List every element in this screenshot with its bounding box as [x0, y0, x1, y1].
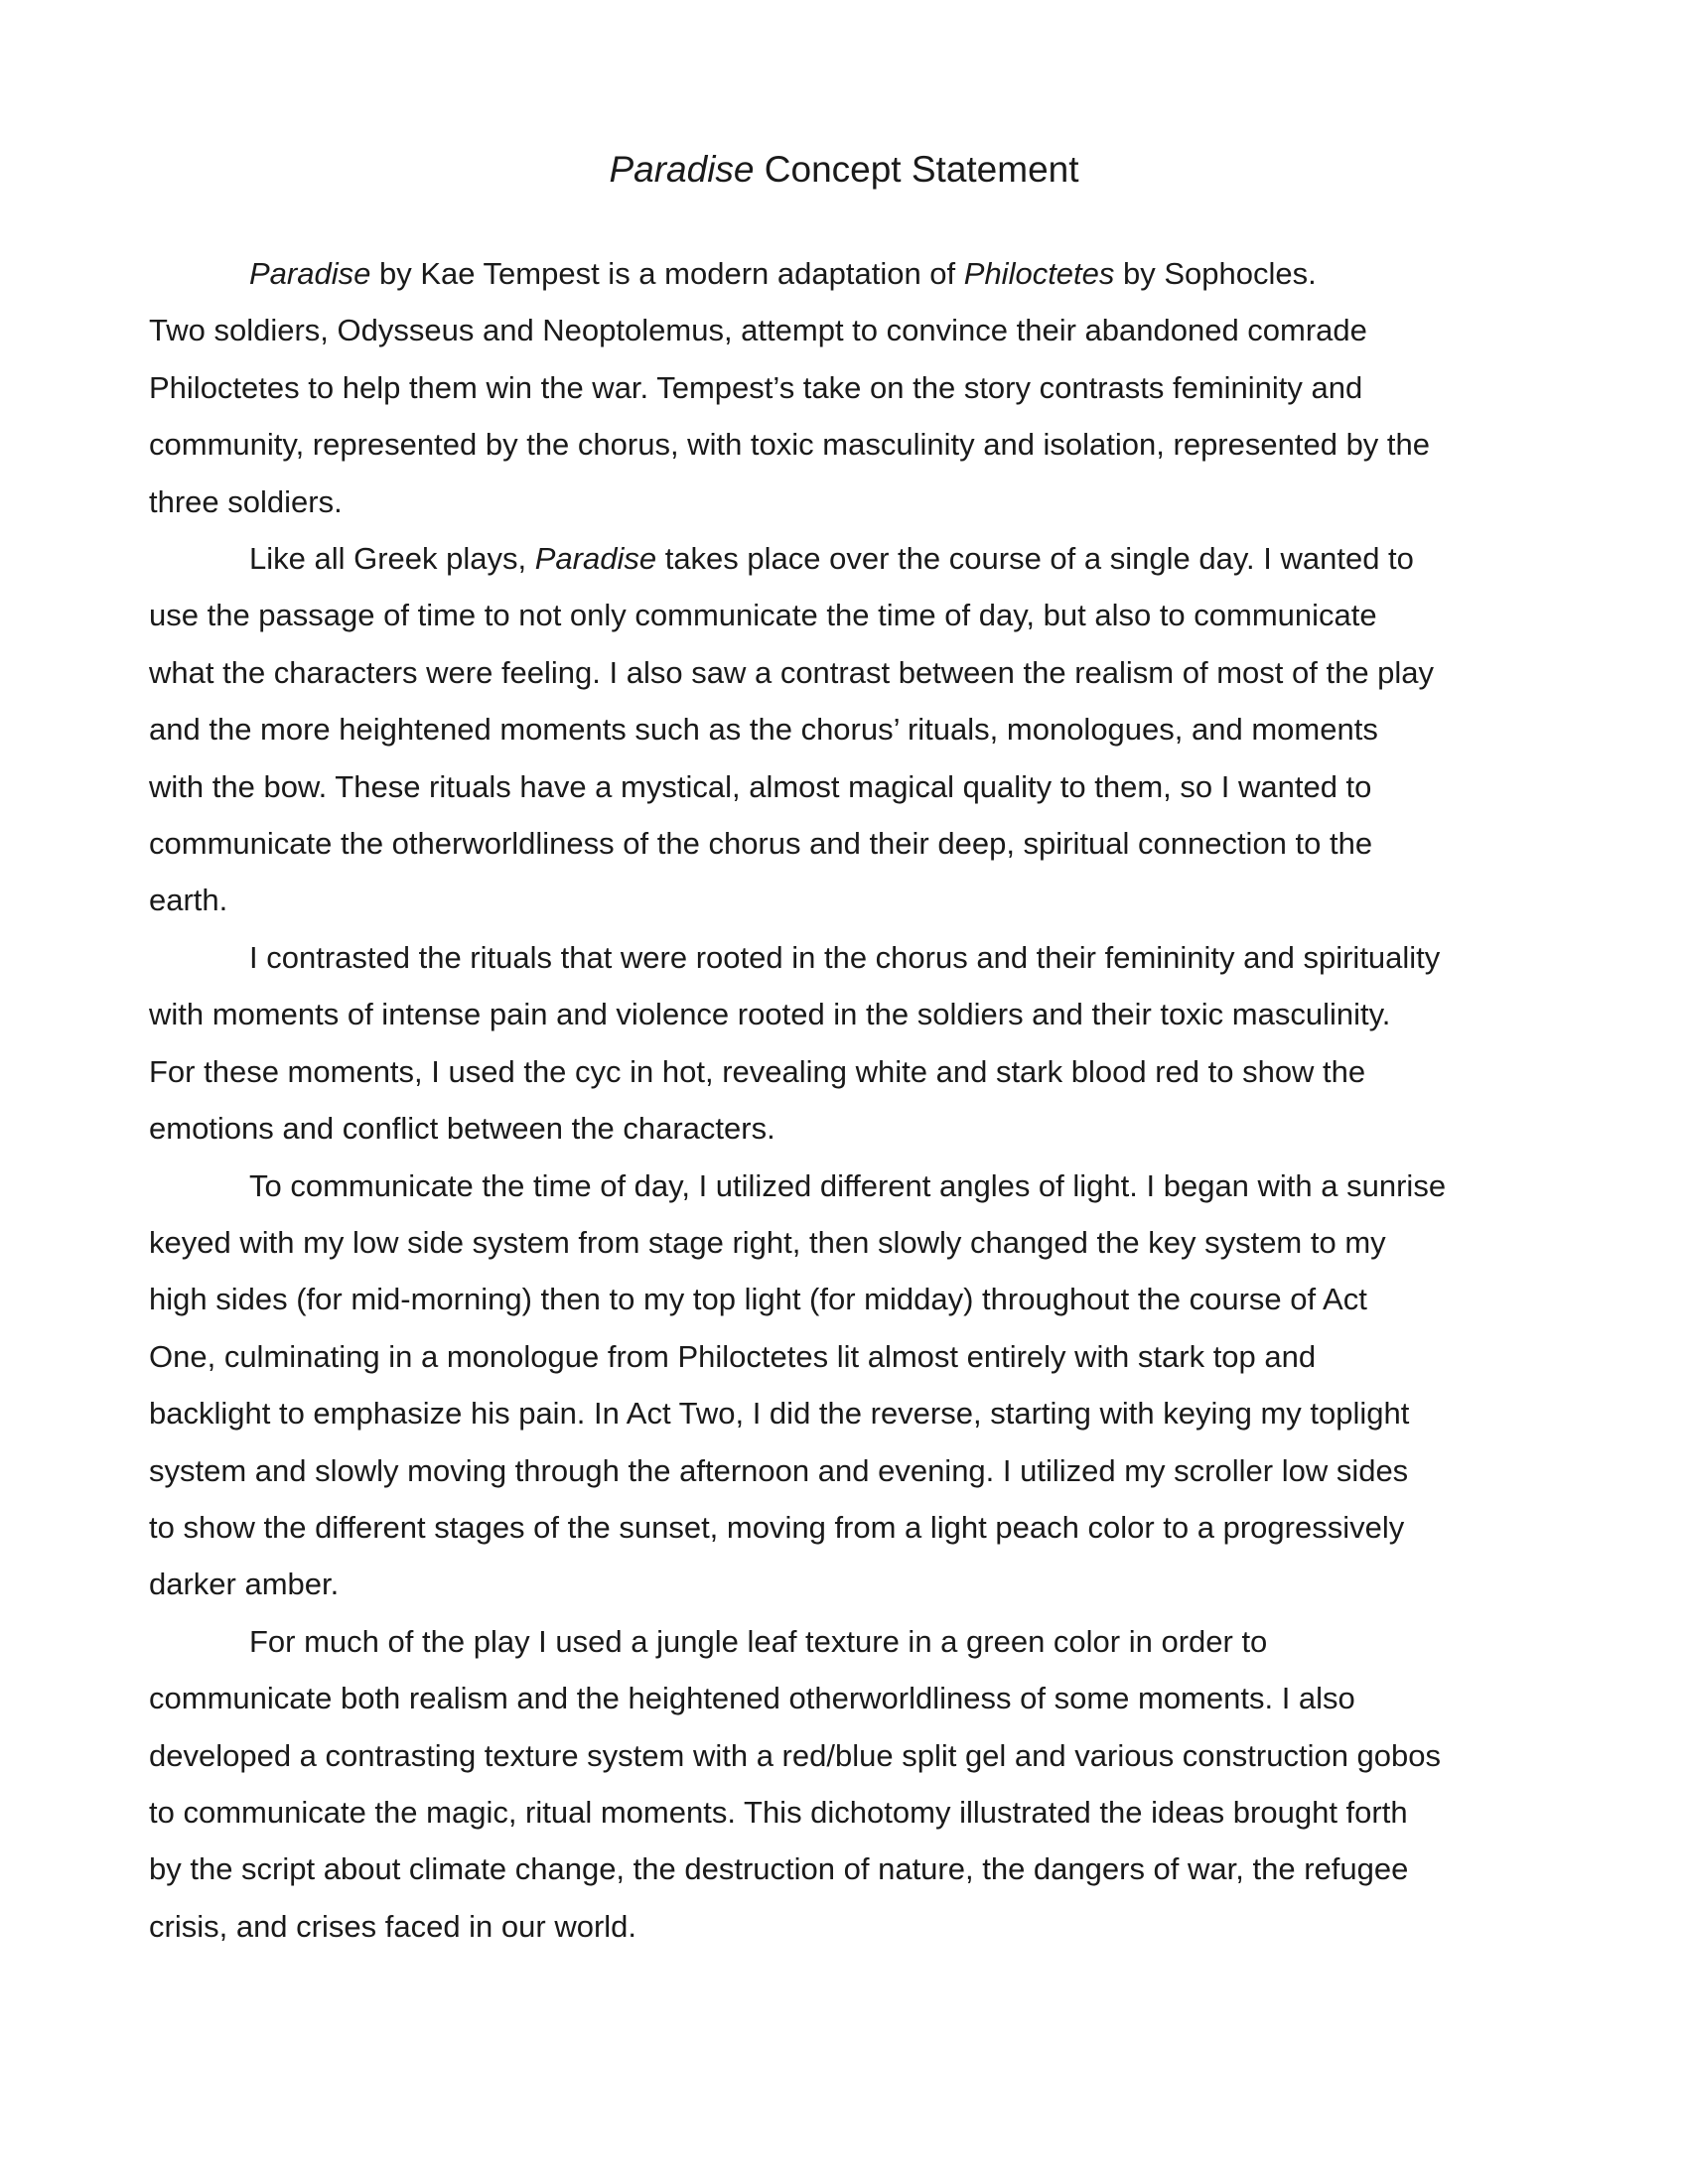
text-run: to communicate the magic, ritual moments. This dichotomy illustrated the ideas brought forth: [149, 1794, 1408, 1830]
text-line: [149, 1841, 1539, 1897]
text-line: [149, 1100, 1539, 1157]
text-line: [149, 758, 1539, 815]
text-line: [149, 701, 1539, 757]
text-line: [149, 416, 1539, 473]
text-line: [149, 587, 1539, 643]
text-run: Two soldiers, Odysseus and Neoptolemus, attempt to convince their abandoned comrade: [149, 313, 1367, 348]
text-line: [149, 1613, 1539, 1670]
text-line: [149, 245, 1539, 302]
text-line: [149, 1158, 1539, 1214]
text-line: [149, 872, 1539, 928]
text-run: Like all Greek plays,: [249, 541, 535, 577]
text-line: [149, 1727, 1539, 1784]
text-run: what the characters were feeling. I also saw a contrast between the realism of most of the play: [149, 654, 1435, 690]
italic-title: Paradise: [534, 541, 657, 577]
text-run: high sides (for mid-morning) then to my top light (for midday) throughout the course of Act: [149, 1282, 1367, 1317]
italic-title: Philoctetes: [963, 256, 1115, 291]
text-line: [149, 530, 1539, 587]
text-run: communicate the otherworldliness of the chorus and their deep, spiritual connection to the: [149, 826, 1373, 862]
text-run: by the script about climate change, the destruction of nature, the dangers of war, the refugee: [149, 1851, 1409, 1887]
text-run: darker amber.: [149, 1567, 340, 1602]
text-run: One, culminating in a monologue from Philoctetes lit almost entirely with stark top and: [149, 1338, 1317, 1374]
text-run: I contrasted the rituals that were rooted in the chorus and their femininity and spirituality: [249, 939, 1441, 975]
text-line: [149, 1442, 1539, 1499]
text-run: communicate both realism and the heightened otherworldliness of some moments. I also: [149, 1681, 1355, 1716]
text-line: [149, 1499, 1539, 1556]
paragraph: [149, 245, 1539, 530]
text-run: and the more heightened moments such as the chorus’ rituals, monologues, and moments: [149, 712, 1378, 748]
text-run: three soldiers.: [149, 483, 343, 519]
text-line: [149, 1784, 1539, 1841]
text-run: developed a contrasting texture system with a red/blue split gel and various construction gobos: [149, 1737, 1442, 1773]
text-run: takes place over the course of a single day. I wanted to: [656, 541, 1414, 577]
text-run: with the bow. These rituals have a mystical, almost magical quality to them, so I wanted to: [149, 768, 1372, 804]
paragraph: [149, 1158, 1539, 1613]
text-run: to show the different stages of the sunset, moving from a light peach color to a progressively: [149, 1509, 1405, 1545]
paragraph: [149, 530, 1539, 929]
text-run: with moments of intense pain and violence rooted in the soldiers and their toxic masculinity.: [149, 997, 1391, 1032]
text-line: [149, 1271, 1539, 1327]
italic-title: Paradise: [249, 256, 371, 291]
text-run: earth.: [149, 883, 228, 918]
text-line: [149, 986, 1539, 1042]
title-rest: Concept Statement: [754, 149, 1079, 190]
paragraph: [149, 929, 1539, 1158]
text-line: [149, 302, 1539, 358]
text-run: crisis, and crises faced in our world.: [149, 1908, 637, 1944]
text-run: For these moments, I used the cyc in hot, revealing white and stark blood red to show the: [149, 1053, 1366, 1089]
page-title: [0, 147, 1688, 193]
text-line: [149, 474, 1539, 530]
text-run: use the passage of time to not only communicate the time of day, but also to communicate: [149, 598, 1377, 633]
paragraph: [149, 1613, 1539, 1955]
text-line: [149, 1556, 1539, 1612]
text-line: [149, 929, 1539, 986]
text-run: backlight to emphasize his pain. In Act Two, I did the reverse, starting with keying my toplight: [149, 1396, 1410, 1432]
text-run: To communicate the time of day, I utilized different angles of light. I began with a sunrise: [249, 1167, 1447, 1203]
text-line: [149, 1328, 1539, 1385]
text-line: [149, 644, 1539, 701]
text-run: emotions and conflict between the characters.: [149, 1111, 775, 1147]
text-run: keyed with my low side system from stage right, then slowly changed the key system to my: [149, 1224, 1386, 1260]
text-line: [149, 1043, 1539, 1100]
text-line: [149, 359, 1539, 416]
text-line: [149, 815, 1539, 872]
text-run: by Sophocles.: [1114, 256, 1317, 291]
title-italic: Paradise: [609, 149, 755, 190]
document-body: [149, 245, 1539, 1955]
text-run: community, represented by the chorus, with toxic masculinity and isolation, represented by the: [149, 427, 1431, 463]
text-line: [149, 1898, 1539, 1955]
text-run: system and slowly moving through the afternoon and evening. I utilized my scroller low sides: [149, 1452, 1409, 1488]
text-run: For much of the play I used a jungle leaf texture in a green color in order to: [249, 1623, 1268, 1659]
text-line: [149, 1670, 1539, 1726]
text-run: by Kae Tempest is a modern adaptation of: [370, 256, 964, 291]
text-run: Philoctetes to help them win the war. Tempest’s take on the story contrasts femininity and: [149, 369, 1363, 405]
text-line: [149, 1385, 1539, 1441]
text-line: [149, 1214, 1539, 1271]
